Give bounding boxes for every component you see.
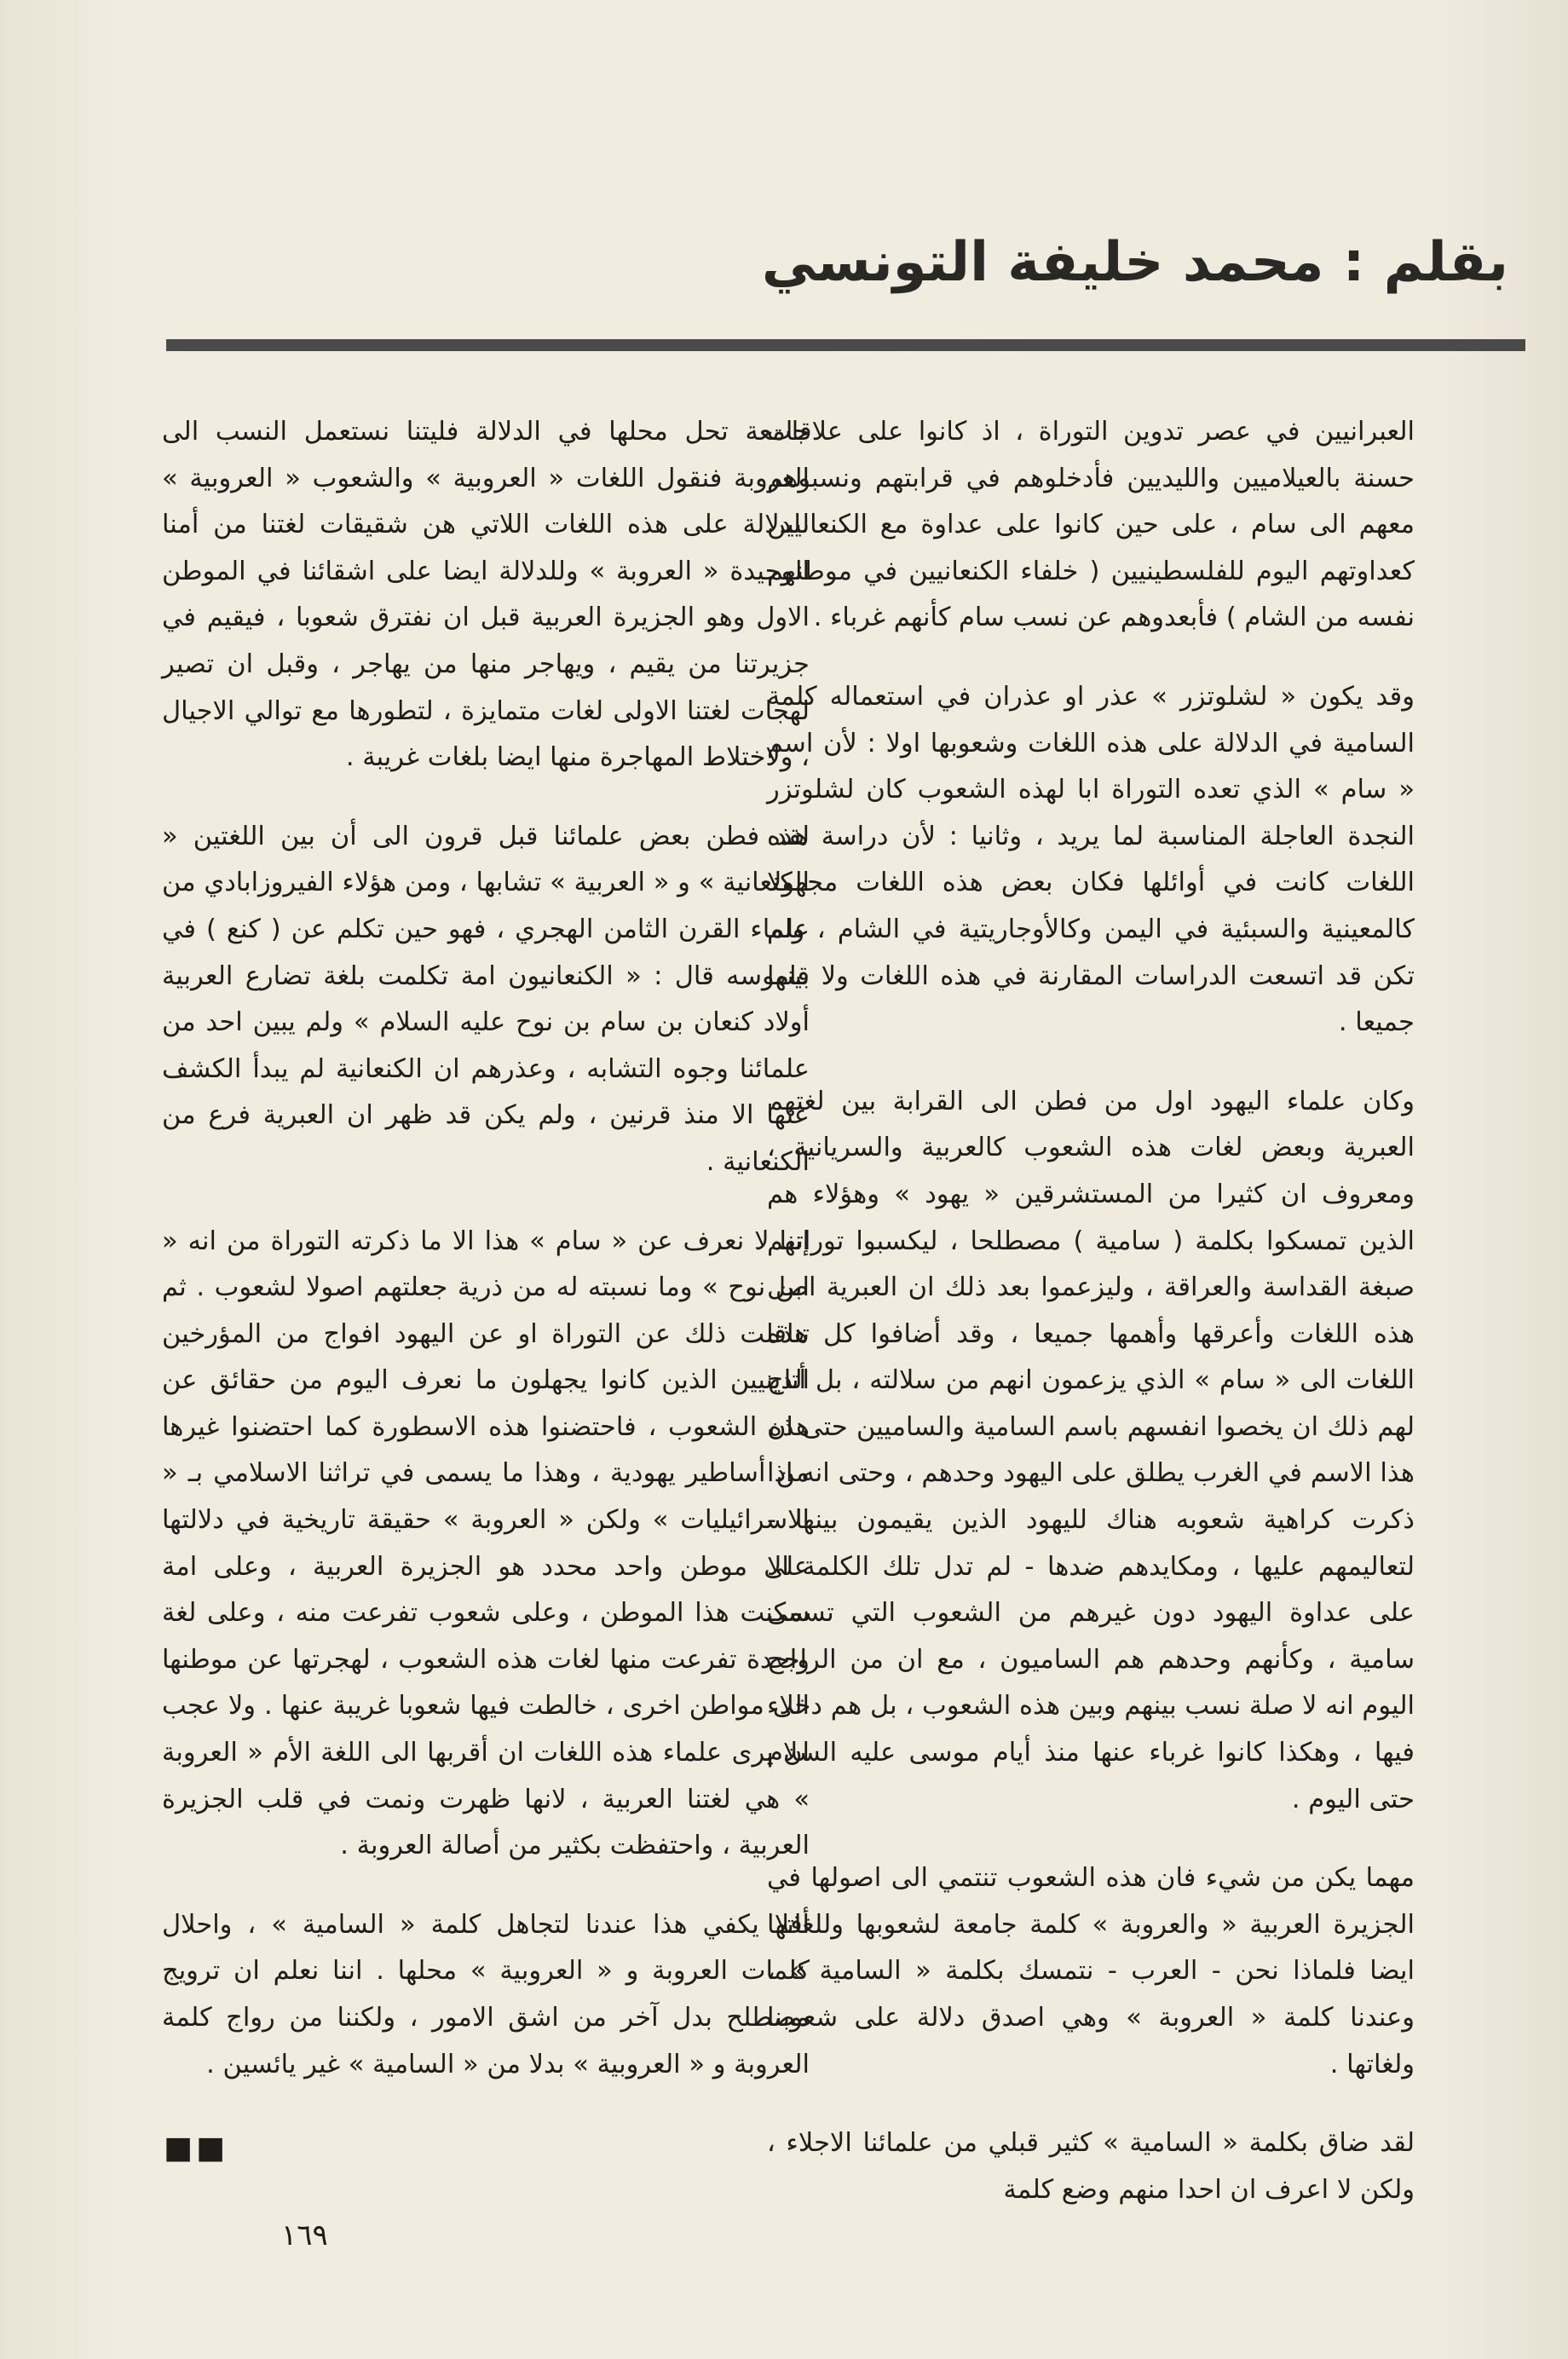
left-text-column (162, 409, 810, 2120)
paragraph: جامعة تحل محلها في الدلالة فليتنا نستعمل النسب الى العروبة فنقول اللغات « العروبية » والشعوب « العروبية » للدلالة على هذه اللغات اللاتي هن شقيقات لغتنا من أمنا الوحيدة « العروبة » وللدلالة ايضا على اشقائنا في الموطن الاول وهو الجزيرة العربية قبل ان نفترق شعوبا ، فيقيم في جزيرتنا من يقيم ، ويهاجر منها من يهاجر ، وقبل ان تصير لهجات لغتنا الاولى لغات متمايزة ، لتطورها مع توالي الاجيال ، ولاختلاط المهاجرة منها ايضا بلغات غريبة . (162, 417, 810, 773)
paragraph: وقد يكون « لشلوتزر » عذر او عذران في استعماله كلمة السامية في الدلالة على هذه اللغات وشعوبها اولا : لأن اسم « سام » الذي تعده التوراة ابا لهذه الشعوب كان لشلوتزر النجدة العاجلة المناسبة لما يريد ، وثانيا : لأن دراسة هذه اللغات كانت في أوائلها فكان بعض هذه اللغات مجهولا كالمعينية والسبئية في اليمن وكالأوجاريتية في الشام ، ولم تكن قد اتسعت الدراسات المقارنة في هذه اللغات ولا بينها جميعا . (767, 681, 1415, 1038)
header-divider-rule (166, 339, 1525, 351)
right-text-column (767, 409, 1415, 2246)
article-end-mark: ■■ (164, 2131, 229, 2166)
paragraph: لقد ضاق بكلمة « السامية » كثير قبلي من علمائنا الاجلاء ، ولكن لا اعرف ان احدا منهم وضع كلمة (767, 2128, 1415, 2205)
page-number: ١٦٩ (281, 2218, 328, 2252)
author-byline: بقلم : محمد خليفة التونسي (761, 231, 1508, 294)
paragraph: العبرانيين في عصر تدوين التوراة ، اذ كانوا على علاقات حسنة بالعيلاميين والليديين فأدخلوهم في قرابتهم ونسبوهم معهم الى سام ، على حين كانوا على عداوة مع الكنعانيين كعداوتهم اليوم للفلسطينيين ( خلفاء الكنعانيين في موطنهم نفسه من الشام ) فأبعدوهم عن نسب سام كأنهم غرباء . (767, 417, 1415, 633)
paragraph: أفلا يكفي هذا عندنا لتجاهل كلمة « السامية » ، واحلال كلمات العروبة و « العروبية » محلها . اننا نعلم ان ترويج مصطلح بدل آخر من اشق الامور ، ولكننا من رواج كلمة العروبة و « العروبية » بدلا من « السامية » غير يائسين . (162, 1909, 810, 2079)
paragraph: مهما يكن من شيء فان هذه الشعوب تنتمي الى اصولها في الجزيرة العربية « والعروبة » كلمة جامعة لشعوبها وللغاتها ايضا فلماذا نحن - العرب - نتمسك بكلمة « السامية » ، وعندنا كلمة « العروبة » وهي اصدق دلالة على شعوبنا ولغاتها . (767, 1863, 1415, 2079)
paragraph: لقد فطن بعض علمائنا قبل قرون الى أن بين اللغتين « الكنعانية » و « العربية » تشابها ، ومن هؤلاء الفيروزابادي من علماء القرن الثامن الهجري ، فهو حين تكلم عن ( كنع ) في قاموسه قال : « الكنعانيون امة تكلمت بلغة تضارع العربية أولاد كنعان بن سام بن نوح عليه السلام » ولم يبين احد من علمائنا وجوه التشابه ، وعذرهم ان الكنعانية لم يبدأ الكشف عنها الا منذ قرنين ، ولم يكن قد ظهر ان العبرية فرع من الكنعانية . (162, 821, 810, 1177)
paragraph: وكان علماء اليهود اول من فطن الى القرابة بين لغتهم العبرية وبعض لغات هذه الشعوب كالعربية والسريانية ، ومعروف ان كثيرا من المستشرقين « يهود » وهؤلاء هم الذين تمسكوا بكلمة ( سامية ) مصطلحا ، ليكسبوا توراتهم صبغة القداسة والعراقة ، وليزعموا بعد ذلك ان العبرية اصل هذه اللغات وأعرقها وأهمها جميعا ، وقد أضافوا كل هذه اللغات الى « سام » الذي يزعمون انهم من سلالته ، بل أتاح لهم ذلك ان يخصوا انفسهم باسم السامية والساميين حتى ان هذا الاسم في الغرب يطلق على اليهود وحدهم ، وحتى انه اذا ذكرت كراهية شعوبه هناك لليهود الذين يقيمون بينها - لتعاليمهم عليها ، ومكايدهم ضدها - لم تدل تلك الكلمة الا على عداوة اليهود دون غيرهم من الشعوب التي تسمى سامية ، وكأنهم وحدهم هم الساميون ، مع ان من الراجح اليوم انه لا صلة نسب بينهم وبين هذه الشعوب ، بل هم دخلاء فيها ، وهكذا كانوا غرباء عنها منذ أيام موسى عليه السلام حتى اليوم . (767, 1086, 1415, 1814)
paragraph: إننا لا نعرف عن « سام » هذا الا ما ذكرته التوراة من انه « ابن نوح » وما نسبته له من ذرية جعلتهم اصولا لشعوب . ثم تناقلت ذلك عن التوراة او عن اليهود افواج من المؤرخين الدينيين الذين كانوا يجهلون ما نعرف اليوم من حقائق عن هذه الشعوب ، فاحتضنوا هذه الاسطورة كما احتضنوا غيرها من أساطير يهودية ، وهذا ما يسمى في تراثنا الاسلامي بـ « الاسرائيليات » ولكن « العروبة » حقيقة تاريخية في دلالتها على موطن واحد محدد هو الجزيرة العربية ، وعلى امة سكنت هذا الموطن ، وعلى شعوب تفرعت منه ، وعلى لغة واحدة تفرعت منها لغات هذه الشعوب ، لهجرتها عن موطنها الى مواطن اخرى ، خالطت فيها شعوبا غريبة عنها . ولا عجب ان يرى علماء هذه اللغات ان أقربها الى اللغة الأم « العروبة » هي لغتنا العربية ، لانها ظهرت ونمت في قلب الجزيرة العربية ، واحتفظت بكثير من أصالة العروبة . (162, 1226, 810, 1861)
